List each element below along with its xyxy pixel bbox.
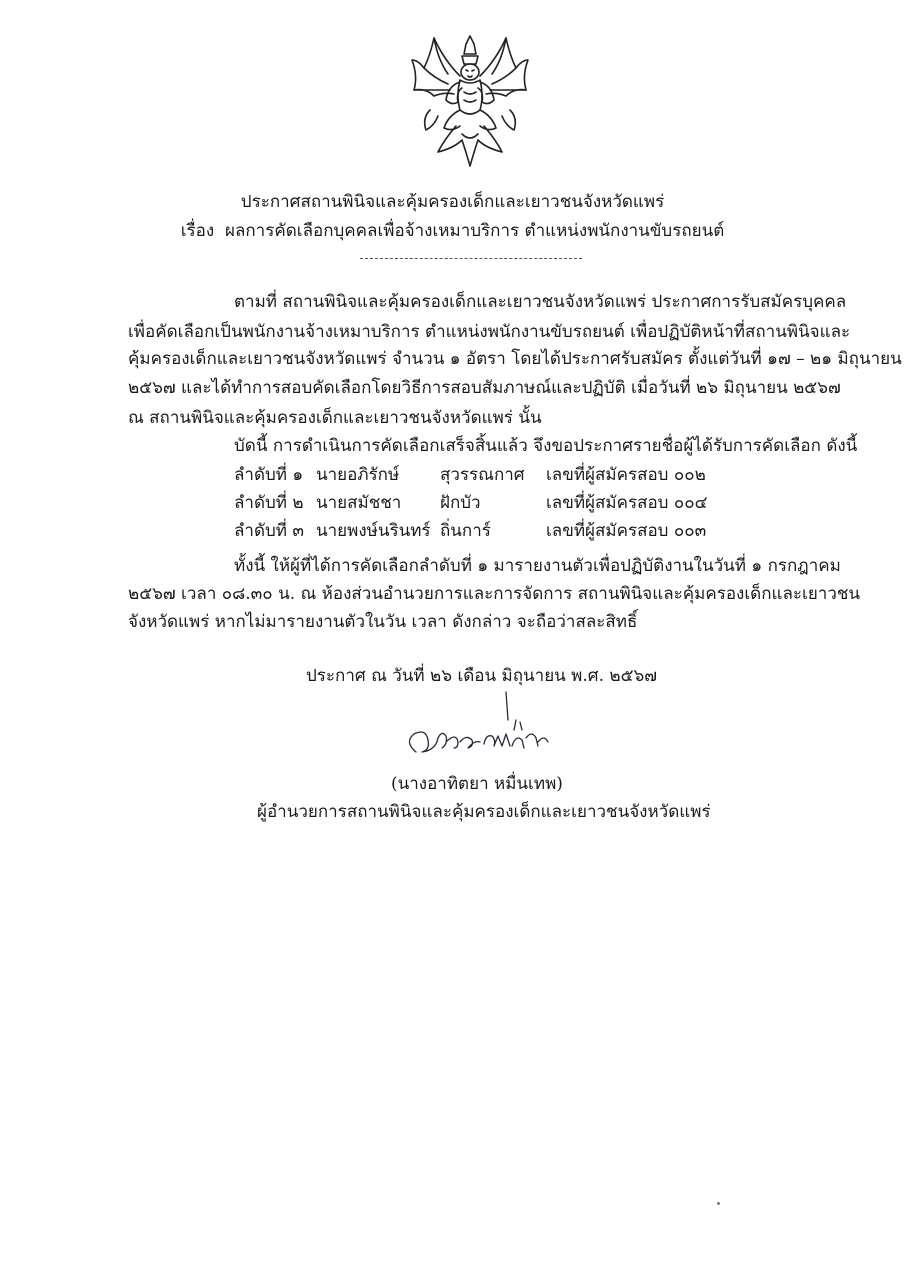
candidate-rank: ลำดับที่ ๓	[234, 521, 305, 541]
title-divider	[360, 258, 582, 259]
handwritten-signature	[402, 690, 562, 770]
para1-line: ณ สถานพินิจและคุ้มครองเด็กและเยาวชนจังหวัดแพร่ นั้น	[128, 408, 542, 428]
signature-text: อาทิตยา หมื่นเทพ	[478, 768, 486, 769]
para2-line: บัดนี้ การดำเนินการคัดเลือกเสร็จสิ้นแล้ว จึงขอประกาศรายชื่อผู้ได้รับการคัดเลือก ดังนี้	[234, 436, 858, 456]
candidate-first-name: นายอภิรักษ์	[316, 465, 400, 485]
subject-label: เรื่อง	[180, 221, 215, 241]
para3-line: ทั้งนี้ ให้ผู้ที่ได้การคัดเลือกลำดับที่ ๑ มารายงานตัวเพื่อปฏิบัติงานในวันที่ ๑ กรกฎาคม	[234, 556, 841, 576]
candidate-applicant-no: เลขที่ผู้สมัครสอบ ๐๐๔	[546, 493, 708, 513]
garuda-emblem	[404, 30, 536, 172]
announcement-title: ประกาศสถานพินิจและคุ้มครองเด็กและเยาวชนจังหวัดแพร่	[240, 192, 665, 212]
para3-line: ๒๕๖๗ เวลา ๐๘.๓๐ น. ณ ห้องส่วนอำนวยการและการจัดการ สถานพินิจและคุ้มครองเด็กและเยาวชน	[128, 584, 861, 604]
candidate-last-name: ฝักบัว	[440, 493, 481, 513]
scan-speck	[717, 1202, 720, 1205]
candidate-applicant-no: เลขที่ผู้สมัครสอบ ๐๐๒	[546, 465, 706, 485]
signer-position: ผู้อำนวยการสถานพินิจและคุ้มครองเด็กและเยาวชนจังหวัดแพร่	[257, 802, 711, 822]
candidate-rank: ลำดับที่ ๒	[234, 493, 304, 513]
announce-date: ประกาศ ณ วันที่ ๒๖ เดือน มิถุนายน พ.ศ. ๒๕๖๗	[306, 666, 658, 686]
para1-line: ๒๕๖๗ และได้ทำการสอบคัดเลือกโดยวิธีการสอบสัมภาษณ์และปฏิบัติ เมื่อวันที่ ๒๖ มิถุนายน ๒๕๖๗	[128, 378, 841, 398]
candidate-applicant-no: เลขที่ผู้สมัครสอบ ๐๐๓	[546, 521, 707, 541]
para1-line: คุ้มครองเด็กและเยาวชนจังหวัดแพร่ จำนวน ๑ อัตรา โดยได้ประกาศรับสมัคร ตั้งแต่วันที่ ๑๗ – ๒๑ มิถุนายน	[128, 349, 902, 369]
para3-line: จังหวัดแพร่ หากไม่มารายงานตัวในวัน เวลา ดังกล่าว จะถือว่าสละสิทธิ์	[128, 612, 638, 632]
candidate-first-name: นายสมัชชา	[316, 493, 402, 513]
announcement-subject	[0, 217, 905, 244]
subject-text: ผลการคัดเลือกบุคคลเพื่อจ้างเหมาบริการ ตำแหน่งพนักงานขับรถยนต์	[225, 221, 725, 241]
signer-name: (นางอาทิตยา หมื่นเทพ)	[391, 774, 563, 794]
candidate-last-name: สุวรรณกาศ	[440, 465, 525, 485]
candidate-last-name: ถิ่นการ์	[440, 521, 491, 541]
para1-line: เพื่อคัดเลือกเป็นพนักงานจ้างเหมาบริการ ตำแหน่งพนักงานขับรถยนต์ เพื่อปฏิบัติหน้าที่สถานพินิจและ	[128, 322, 851, 342]
para1-line: ตามที่ สถานพินิจและคุ้มครองเด็กและเยาวชนจังหวัดแพร่ ประกาศการรับสมัครบุคคล	[234, 292, 847, 312]
candidate-rank: ลำดับที่ ๑	[234, 465, 304, 485]
candidate-first-name: นายพงษ์นรินทร์	[316, 521, 431, 541]
